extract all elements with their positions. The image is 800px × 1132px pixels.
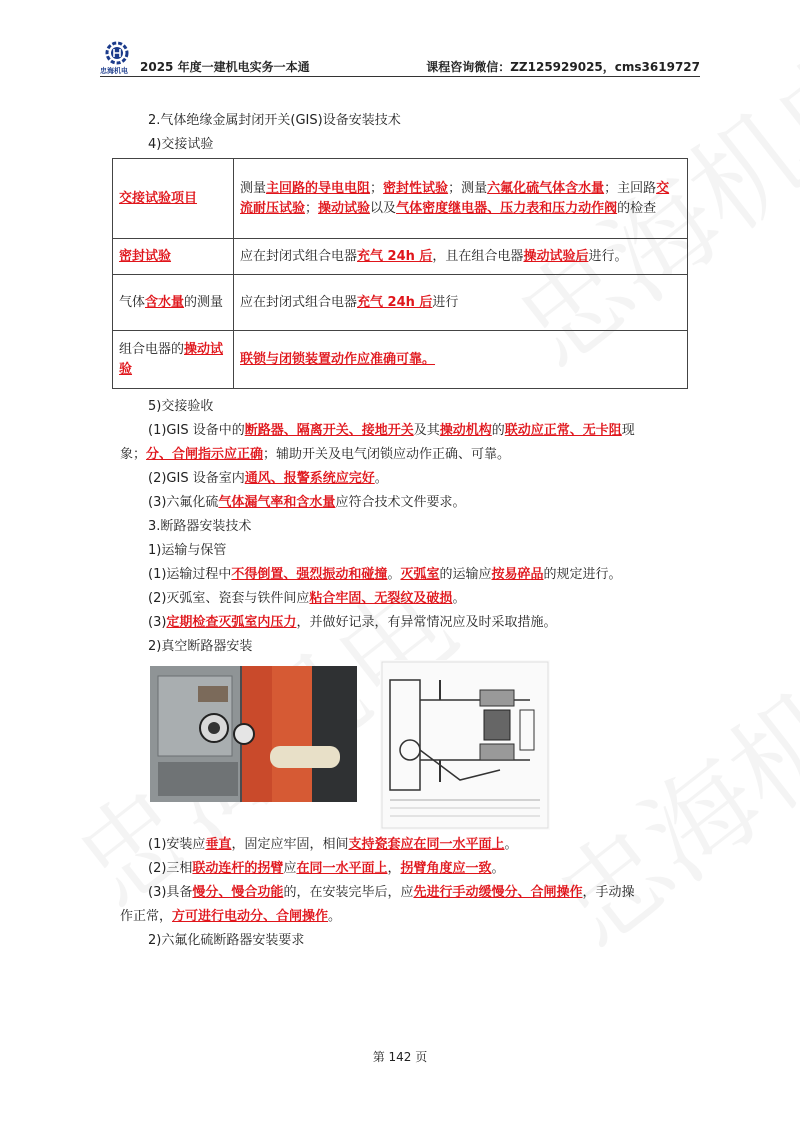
paragraph: (3)定期检查灭弧室内压力，并做好记录，有异常情况应及时采取措施。 (148, 615, 557, 630)
paragraph: (1)GIS 设备中的断路器、隔离开关、接地开关及其操动机构的联动应正常、无卡阻现 (148, 423, 635, 438)
breaker-photo-icon (150, 666, 357, 802)
paragraph: 象；分、合闸指示应正确；辅助开关及电气闭锁应动作正确、可靠。 (120, 447, 511, 462)
subsection-title: 2)真空断路器安装 (148, 639, 253, 654)
subsection-title: 2)六氟化硫断路器安装要求 (148, 933, 305, 948)
page-number: 第 142 页 (372, 1050, 428, 1064)
table-row (113, 331, 688, 389)
paragraph: (2)GIS 设备室内通风、报警系统应完好。 (148, 471, 388, 486)
table-row (113, 239, 688, 275)
vacuum-breaker-photo (150, 666, 357, 802)
gear-logo-icon (100, 40, 134, 66)
table-cell: 密封试验 (113, 239, 234, 275)
logo-text: 忠海机电 (100, 67, 128, 75)
handover-test-table (112, 158, 688, 389)
table-cell: 应在封闭式组合电器充气 24h 后，且在组合电器操动试验后进行。 (234, 239, 688, 275)
contact-info: 课程咨询微信：ZZ125929025，cms3619727 (426, 60, 700, 74)
watermark (518, 581, 800, 976)
table-row (113, 275, 688, 331)
paragraph: (2)灭弧室、瓷套与铁件间应粘合牢固、无裂纹及破损。 (148, 591, 466, 606)
subsection-title: 1)运输与保管 (148, 543, 227, 558)
table-cell: 组合电器的操动试验 (113, 331, 234, 389)
paragraph: (1)安装应垂直，固定应牢固，相间支持瓷套应在同一水平面上。 (148, 837, 518, 852)
table-cell: 联锁与闭锁装置动作应准确可靠。 (234, 331, 688, 389)
table-row (113, 159, 688, 239)
section-title: 3.断路器安装技术 (148, 519, 252, 534)
document-title: 2025 年度一建机电实务一本通 (140, 60, 310, 74)
logo (100, 40, 134, 76)
breaker-structure-diagram (380, 660, 550, 830)
paragraph: (3)六氟化硫气体漏气率和含水量应符合技术文件要求。 (148, 495, 466, 510)
paragraph: (3)具备慢分、慢合功能的，在安装完毕后，应先进行手动缓慢分、合闸操作，手动操 (148, 885, 635, 900)
table-cell: 气体含水量的测量 (113, 275, 234, 331)
table-cell: 测量主回路的导电电阻；密封性试验；测量六氟化硫气体含水量；主回路交流耐压试验；操动试验以及气体密度继电器、压力表和压力动作阀的检查 (234, 159, 688, 239)
paragraph: 作正常，方可进行电动分、合闸操作。 (120, 909, 342, 924)
subsection-title: 4)交接试验 (148, 137, 214, 152)
paragraph: (1)运输过程中不得倒置、强烈振动和碰撞。灭弧室的运输应按易碎品的规定进行。 (148, 567, 622, 582)
table-cell: 应在封闭式组合电器充气 24h 后进行 (234, 275, 688, 331)
table-cell: 交接试验项目 (113, 159, 234, 239)
page-header (100, 40, 700, 77)
section-title: 2.气体绝缘金属封闭开关(GIS)设备安装技术 (148, 113, 401, 128)
paragraph: (2)三相联动连杆的拐臂应在同一水平面上，拐臂角度应一致。 (148, 861, 505, 876)
breaker-diagram-icon (380, 660, 550, 830)
subsection-title: 5)交接验收 (148, 399, 214, 414)
